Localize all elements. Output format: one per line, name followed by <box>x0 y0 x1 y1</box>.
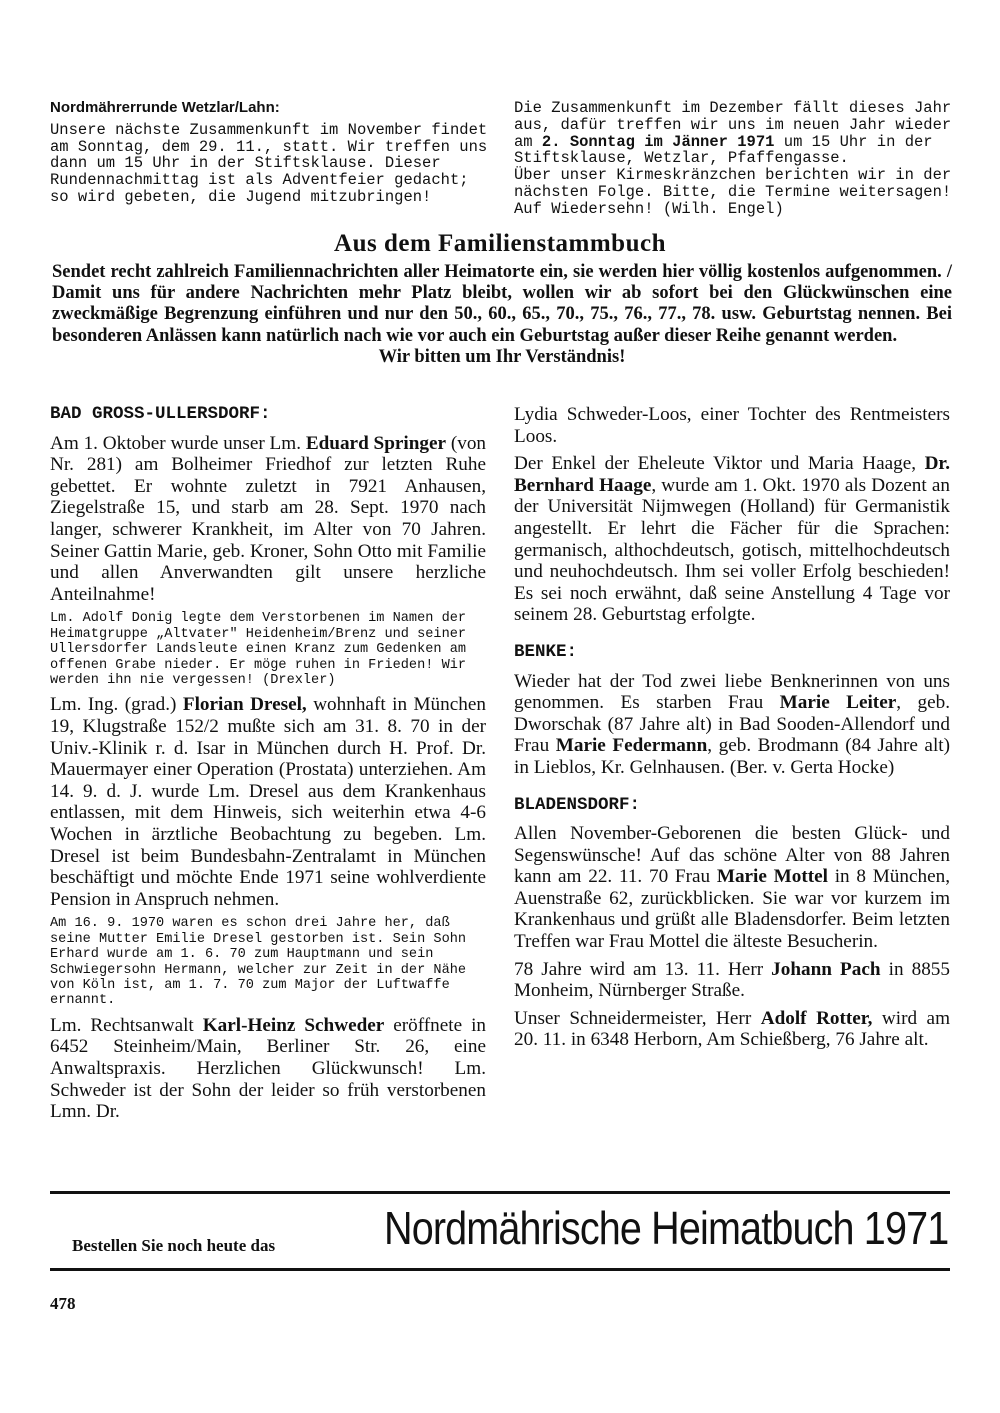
schweder-continued: Lydia Schweder-Loos, einer Tochter des Rentmeisters Loos. <box>514 404 950 447</box>
page-number: 478 <box>50 1294 76 1313</box>
divider-bottom <box>50 1268 950 1271</box>
dresel-family-note: Am 16. 9. 1970 waren es schon drei Jahre her, daß seine Mutter Emilie Dresel gestorben ist. Sein Sohn Erhard wurde am 1. 6. 70 zum Hauptmann und sein Schwiegersohn Hermann, welcher zur Zeit in der Nähe von Köln ist, am 1. 7. 70 zum Major der Luftwaffe ernannt. <box>50 916 467 1009</box>
right-column <box>514 404 950 1057</box>
pach-birthday: 78 Jahre wird am 13. 11. Herr Johann Pach in 8855 Monheim, Nürnberger Straße. <box>514 958 950 1002</box>
left-column <box>50 404 486 1129</box>
wetzlar-notice-continued <box>514 100 954 218</box>
rotter-birthday: Unser Schneidermeister, Herr Adolf Rotter, wird am 20. 11. in 6348 Herborn, Am Schießberg, 76 Jahre alt. <box>514 1007 950 1051</box>
intro-closing: Wir bitten um Ihr Verständnis! <box>378 346 626 367</box>
january-date: 2. Sonntag im Jänner 1971 <box>541 132 775 151</box>
wetzlar-text: Unsere nächste Zusammenkunft im November findet am Sonntag, dem 29. 11., statt. Wir treffen uns dann um 15 Uhr in der Stiftsklause. Dieser Rundennachmittag ist als Adventfeier gedacht; so wird gebeten, die Jugend mitzubringen! <box>50 120 488 206</box>
dresel-report: Lm. Ing. (grad.) Florian Dresel, wohnhaft in München 19, Klugstraße 152/2 mußte sich am 31. 8. 70 in der Univ.-Klinik r. d. Isar in München durch H. Prof. Dr. Mauermayer einer Operation (Prostata) unterziehen. Am 14. 9. d. J. wurde Lm. Dresel aus dem Krankenhaus entlassen, mit dem Hinweis, sich weiterhin etwa 4-6 Wochen in ärztliche Beobachtung zu begeben. Lm. Dresel ist beim Bundesbahn-Zentralamt in München beschäftigt und möchte Ende 1971 seine wohlverdiente Pension in Anspruch nehmen. <box>50 694 486 910</box>
bladensdorf-heading: BLADENSDORF: <box>514 794 641 815</box>
benke-obituary: Wieder hat der Tod zwei liebe Benknerinnen von uns genommen. Es starben Frau Marie Leiter, geb. Dworschak (87 Jahre alt) in Bad Sooden-Allendorf und Frau Marie Federmann, geb. Brodmann (84 Jahre alt) in Lieblos, Kr. Gelnhausen. (Ber. v. Gerta Hocke) <box>514 670 951 778</box>
schweder-report: Lm. Rechtsanwalt Karl-Heinz Schweder eröffnete in 6452 Steinheim/Main, Berliner Str. 26, eine Anwaltspraxis. Herzlichen Glückwunsch! Lm. Schweder ist der Sohn der leider so früh verstorbenen Lmn. Dr. <box>50 1014 486 1123</box>
kirmes-text: Über unser Kirmeskränzchen berichten wir in der nächsten Folge. Bitte, die Termine weitersagen! Auf Wiedersehn! (Wilh. Engel) <box>514 166 952 218</box>
springer-obituary: Am 1. Oktober wurde unser Lm. Eduard Springer (von Nr. 281) am Bolheimer Friedhof zur letzten Ruhe gebettet. Er wohnte zuletzt in 7921 Anhausen, Ziegelstraße 15, und starb am 28. Sept. 1970 nach langer, schwerer Krankheit, im Alter von 70 Jahren. Seiner Gattin Marie, geb. Kroner, Sohn Otto mit Familie und allen Anverwandten gilt unsere herzliche Anteilnahme! <box>50 432 487 605</box>
january-location: um 15 Uhr in der Stiftsklause, Wetzlar, Pfaffengasse. <box>514 132 933 168</box>
ad-callout: Bestellen Sie noch heute das <box>72 1236 276 1255</box>
haage-report: Der Enkel der Eheleute Viktor und Maria Haage, Dr. Bernhard Haage, wurde am 1. Okt. 1970 als Dozent an der Universität Nijmwegen (Holland) für Germanistik angestellt. Er lehrt die Fächer für die Sprachen: germanisch, althochdeutsch, gotisch, mittelhochdeutsch und neuhochdeutsch. Ihm sei voller Erfolg beschieden! Es sei noch erwähnt, daß seine Anstellung 4 Tage vor seinem 28. Geburtstag erfolgte. <box>514 453 950 626</box>
intro-text: Sendet recht zahlreich Familiennachrichten aller Heimatorte ein, sie werden hier völlig kostenlos aufgenommen. / Damit uns für andere Nachrichten mehr Platz bleibt, wollen wir ab sofort bei den Glückwünschen eine zweckmäßige Begrenzung einführen und nur den 50., 60., 65., 70., 75., 76., 77., 78. usw. Geburtstag nennen. Bei besonderen Anlässen kann natürlich nach wie vor auch ein Geburtstag außer dieser Reihe genannt werden. <box>52 262 952 346</box>
wetzlar-heading: Nordmährerrunde Wetzlar/Lahn: <box>50 99 280 116</box>
bad-gross-ullersdorf-heading: BAD GROSS-ULLERSDORF: <box>50 404 271 424</box>
benke-heading: BENKE: <box>514 641 578 662</box>
section-title: Aus dem Familienstammbuch <box>334 230 666 257</box>
mottel-birthday: Allen November-Geborenen die besten Glück- und Segenswünsche! Auf das schöne Alter von 88 Jahren kann am 22. 11. 70 Frau Marie Mottel in 8 München, Auenstraße 62, zurückblicken. Sie war vor kurzem im Krankenhaus und grüßt alle Bladensdorfer. Beim letzten Treffen war Frau Mottel die älteste Besucherin. <box>514 823 950 953</box>
ad-book-title: Nordmährische Heimatbuch 1971 <box>384 1202 949 1254</box>
donig-note: Lm. Adolf Donig legte dem Verstorbenen im Namen der Heimatgruppe „Altvater" Heidenheim/Brenz und seiner Ullersdorfer Landsleute einen Kranz zum Gedenken am offenen Grabe nieder. Er möge ruhen in Frieden! Wir werden ihn nie vergessen! (Drexler) <box>50 611 467 688</box>
divider-top <box>50 1191 950 1194</box>
december-text: Die Zusammenkunft im Dezember fällt dieses Jahr aus, dafür treffen wir uns im neuen Jahr wieder am <box>514 99 952 151</box>
section-intro <box>52 262 952 368</box>
wetzlar-notice <box>50 100 490 206</box>
